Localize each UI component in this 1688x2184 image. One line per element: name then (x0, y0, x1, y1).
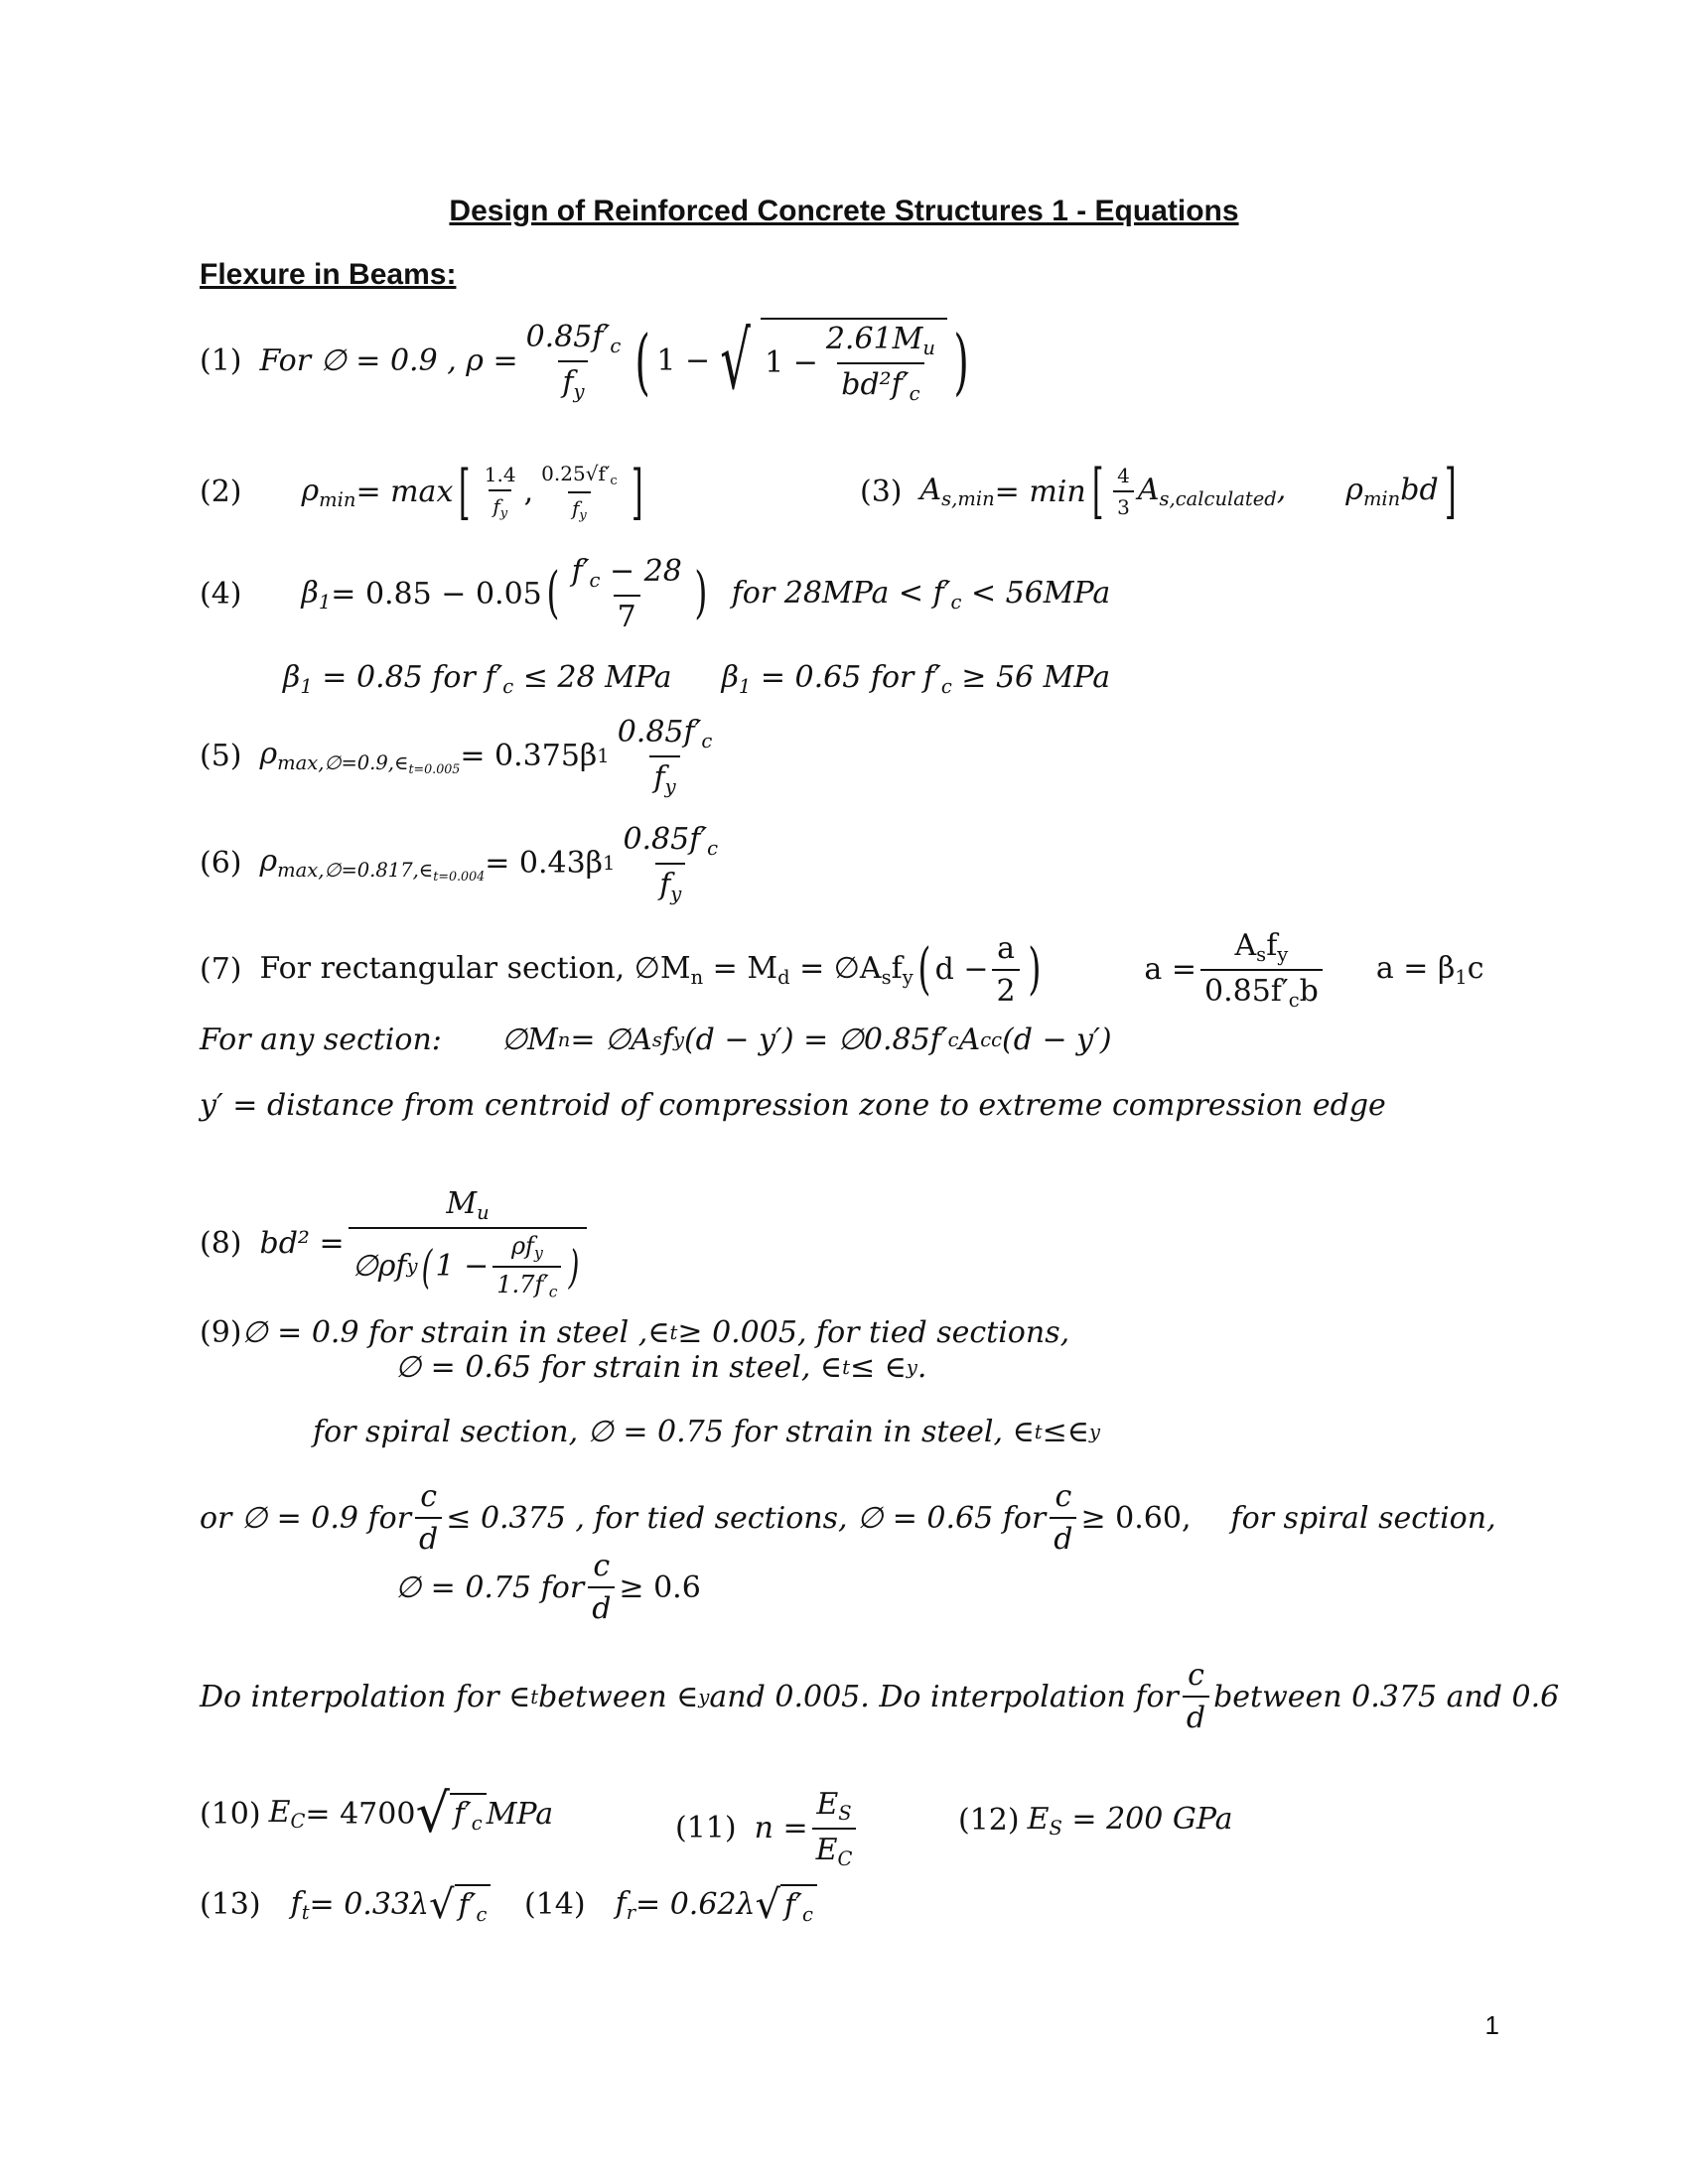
equation-9-line-4: or ∅ = 0.9 for $\frac{c}{d}$ ≤ 0.375 , for tied sections, ∅ = 0.65 for $\frac{c}{d}$ ≥ 0.60, for spiral section, (200, 1479, 1496, 1557)
eq-text: 1 − (656, 343, 711, 379)
eq-label: (2) (200, 475, 242, 510)
y-prime-definition: y′ = distance from centroid of compression zone to extreme compression edge (200, 1088, 1386, 1123)
equation-4-limits: $\beta_1 = 0.85$ for $f'_c \le 28$ MPa $\beta_1 = 0.65$ for $f'_c \ge 56$ MPa (283, 660, 1111, 698)
fraction: $\frac{0.85f'_c}{f_y}$ (525, 320, 622, 403)
equation-3: (3) $A_{s,min}$ = min [ $\frac{4}{3}$ $A_{s,calculated}$, $\rho_{min}bd$ ] (860, 457, 1457, 526)
equation-7: (7) For rectangular section, $\emptyset M_n = M_d$ = $\emptyset A_sf_y$ ( d − $\frac{a}{2}$ ) a = $\frac{A_sf_y}{0.85f'_cb}$ $a = \beta_1c$ (200, 928, 1484, 1012)
eq-label: (12) (958, 1803, 1020, 1839)
equation-9-line-5: ∅ = 0.75 for $\frac{c}{d}$ ≥ 0.6 (395, 1549, 701, 1626)
equation-6: (6) $\rho_{max,\emptyset=0.817,\in_{t=0.004}}$ = 0.43β 1 $\frac{0.85f'_c}{f_y}$ (200, 822, 719, 905)
square-root: √ 1 − $\frac{2.61M_u}{bd^2f'_c}$ (710, 318, 947, 405)
section-heading: Flexure in Beams: (200, 258, 457, 291)
equation-9-line-1: (9) ∅ = 0.9 for strain in steel ,∈ t ≥ 0.005, for tied sections, (200, 1315, 1070, 1350)
equation-5: (5) $\rho_{max,\emptyset=0.9,\in_{t=0.005}}$ = 0.375β 1 $\frac{0.85f'_c}{f_y}$ (200, 715, 713, 798)
eq-label: (3) (860, 474, 903, 509)
eq-label: (4) (200, 576, 242, 612)
page-number: 1 (1484, 2010, 1499, 2040)
eq-label: (1) (200, 343, 242, 379)
equation-14: (14) $f_r$ = 0.62λ √ $f'_c$ (524, 1884, 817, 1926)
equation-4: (4) $\beta_1$ = 0.85 − 0.05 ( $\frac{f'_c - 28}{7}$ ) for $28MPa < f'_c < 56MPa$ (200, 554, 1111, 634)
eq-label: (13) (200, 1887, 261, 1923)
equation-9-line-2: ∅ = 0.65 for strain in steel, ∈ t ≤ ∈ y . (395, 1350, 927, 1385)
eq-label: (10) (200, 1796, 261, 1832)
eq-label: (8) (200, 1226, 242, 1262)
eq-label: (14) (524, 1887, 586, 1923)
equation-1: (1) For ∅ = 0.9 , ρ = $\frac{0.85f'_c}{f_y}$ ( 1 − √ 1 − $\frac{2.61M_u}{bd^2f'_c}$ ) (200, 314, 969, 407)
equation-12: (12) $E_S = 200$ GPa (958, 1802, 1233, 1840)
equation-13: (13) $f_t$ = 0.33λ √ $f'_c$ (200, 1884, 491, 1926)
equation-9-line-3: for spiral section, ∅ = 0.75 for strain in steel, ∈ t ≤∈ y (313, 1415, 1101, 1449)
any-section-equation: For any section: ∅M n = ∅A s f y (d − y′) = ∅0.85f′ c A cc (d − y′) (200, 1023, 1112, 1057)
eq-text: For ∅ = 0.9 , ρ = (259, 343, 518, 379)
equation-10: (10) $E_C$ = 4700 √ $f'_c$ MPa (200, 1782, 554, 1844)
eq-label: (7) (200, 952, 242, 988)
equation-11: (11) n = $\frac{E_S}{E_C}$ (675, 1787, 860, 1870)
equation-8: (8) bd² = $M_u$ ∅ρf y ( 1 − $\frac{\rho f_y}{1.7f'_c}$ ) (200, 1186, 591, 1300)
document-title: Design of Reinforced Concrete Structures 1 - Equations (449, 195, 1239, 227)
eq-label: (5) (200, 739, 242, 774)
interpolation-note: Do interpolation for ∈ t between ∈ y and 0.005. Do interpolation for $\frac{c}{d}$ between 0.375 and 0.6 (200, 1658, 1560, 1735)
eq-label: (6) (200, 846, 242, 882)
eq-label: (11) (675, 1811, 737, 1846)
equation-2: (2) $\rho_{min}$ = max [ $\frac{1.4}{f_y}$ , $\frac{0.25√f'_c}{f_y}$ ] (200, 457, 643, 527)
